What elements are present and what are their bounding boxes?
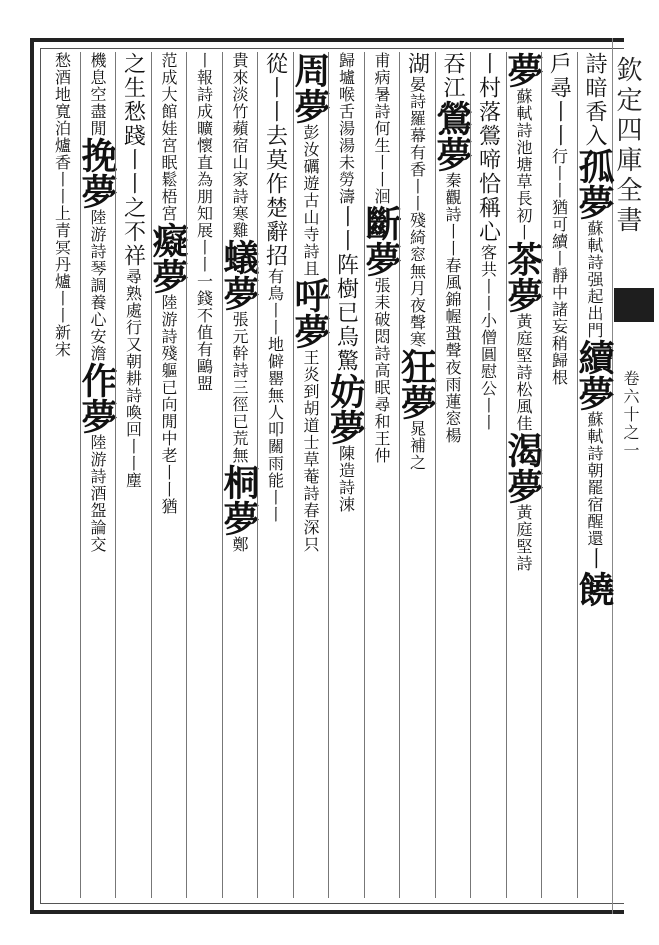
text-column — [573, 52, 615, 898]
entry-heading: 續夢 — [573, 339, 615, 411]
entry-heading: 挽夢 — [76, 137, 118, 209]
text-column — [218, 52, 260, 898]
annotation-text: 尋熟處行又朝耕詩喚回丨丨塵 — [123, 268, 143, 489]
entry-heading: 渴夢 — [502, 432, 544, 504]
annotation-text: 慰公丨丨 — [478, 363, 498, 431]
annotation-text: 蘇軾詩池塘草長初丨 — [514, 88, 533, 241]
text-column — [115, 52, 151, 898]
entry-heading: 桐夢 — [218, 464, 260, 536]
text-column — [431, 52, 473, 898]
entry-heading: 斷夢 — [360, 205, 402, 277]
annotation-text: 機息空盡閒 — [88, 52, 107, 137]
annotation-text: 行丨丨猶可續 — [549, 148, 569, 250]
entry-heading: 茶夢 — [502, 241, 544, 313]
annotation-text: 范成大館娃宮眠鬆梧宮 — [159, 52, 178, 222]
annotation-text: 黃庭堅詩松風佳 — [514, 313, 533, 432]
text-column — [76, 52, 118, 898]
text-column — [470, 52, 506, 898]
column-rule — [577, 52, 578, 898]
text-column — [395, 52, 438, 898]
annotation-text: 貴來淡竹蘋宿山家詩寒雞 — [230, 52, 249, 239]
fish-tail-mark — [614, 288, 654, 322]
column-rule — [364, 52, 365, 898]
column-rule — [257, 52, 258, 898]
entry-heading: 作夢 — [76, 362, 118, 434]
column-rule — [222, 52, 223, 898]
annotation-text: 愁酒地寬 — [52, 52, 72, 120]
annotation-text: 晁補之 — [407, 420, 427, 471]
entry-heading: 狂夢 — [395, 348, 438, 420]
annotation-text: 泊爐香丨丨上青冥 — [52, 120, 72, 256]
column-rule — [151, 52, 152, 898]
entry-heading: 癡夢 — [147, 222, 189, 294]
column-rule — [186, 52, 187, 898]
annotation-text: 陸游詩琴調養心安澹 — [88, 209, 107, 362]
text-column — [324, 52, 367, 898]
annotation-text: 蘇軾詩朝罷宿醒還 — [585, 411, 604, 547]
column-rule — [470, 52, 471, 898]
annotation-text: 蘇軾詩强起出門 — [585, 220, 604, 339]
annotation-text: 丨丨一錢不值有鷗盟 — [194, 239, 214, 392]
annotation-text: 陳造詩涑 — [336, 445, 356, 513]
body-text: 戶尋丨丨 — [546, 52, 572, 148]
body-text: 丨村落鶯啼恰稱心 — [475, 52, 501, 244]
body-text: 吞江 — [440, 52, 465, 100]
annotation-text: 丹爐丨丨新宋 — [52, 256, 72, 358]
body-text: 從丨丨去莫作楚辭招 — [262, 52, 288, 268]
column-rule — [435, 52, 436, 898]
annotation-text: 有鳥丨丨地僻罌無人叩關 — [265, 268, 285, 455]
volume-label: 卷六十之一 — [621, 370, 640, 460]
body-text: 之生愁踐丨丨之不祥 — [120, 52, 146, 268]
entry-heading: 饒 — [573, 571, 615, 607]
column-rule — [541, 52, 542, 898]
entry-heading: 夢 — [502, 52, 544, 88]
annotation-text: 鄭 — [230, 536, 249, 553]
body-text: 丨丨阵樹已烏驚 — [333, 205, 359, 373]
annotation-text: 陸游詩酒盌論交 — [88, 434, 107, 553]
entry-heading: 孤夢 — [573, 148, 615, 220]
text-column — [257, 52, 293, 898]
text-column — [44, 52, 80, 898]
entry-heading: 呼夢 — [289, 277, 331, 349]
column-rule — [293, 52, 294, 898]
annotation-text: 晏詩羅幕有香丨丨殘綺窓無月夜聲寒 — [407, 76, 427, 348]
annotation-text: 彭汝礪遊古山寺詩且 — [301, 124, 320, 277]
annotation-text: 秦觀詩丨丨春風錦幄蛩聲夜雨蓮窓楊 — [443, 172, 462, 444]
annotation-text: 丨報詩成曠懷直為朋知展 — [194, 52, 214, 239]
text-column — [289, 52, 331, 898]
annotation-text: 和王仲 — [372, 413, 391, 464]
text-column — [541, 52, 577, 898]
annotation-text: 黃庭堅詩 — [514, 504, 533, 572]
annotation-text: 歸壚喉舌湯湯未勞濤 — [336, 52, 356, 205]
column-rule — [328, 52, 329, 898]
column-rule — [80, 52, 81, 898]
annotation-text: 客共丨丨小僧圓 — [478, 244, 498, 363]
text-column — [147, 52, 189, 898]
annotation-text: 丨靜中諸妄稍歸根 — [549, 250, 569, 386]
annotation-text: 張元幹詩三徑已荒無 — [230, 311, 249, 464]
body-text: 丨 — [582, 547, 607, 571]
column-rule — [506, 52, 507, 898]
annotation-text: 陸游詩殘軀已向閒中老丨丨猶 — [159, 294, 178, 515]
entry-heading: 妨夢 — [324, 373, 367, 445]
entry-heading: 鶯夢 — [431, 100, 473, 172]
column-rule — [399, 52, 400, 898]
entry-heading: 蟻夢 — [218, 239, 260, 311]
book-title: 欽定四庫全書 — [612, 56, 642, 236]
annotation-text: 甫病暑詩何生丨丨洄 — [372, 52, 391, 205]
body-text: 詩暗香入 — [582, 52, 607, 148]
annotation-text: 張耒破悶詩高眠尋 — [372, 277, 391, 413]
entry-heading: 周夢 — [289, 52, 331, 124]
annotation-text: 王炎到胡道士草菴詩春深只 — [301, 349, 320, 553]
body-text: 湖 — [404, 52, 430, 76]
column-rule — [115, 52, 116, 898]
text-column — [360, 52, 402, 898]
text-column — [502, 52, 544, 898]
annotation-text: 雨能丨丨 — [265, 455, 285, 523]
text-column — [186, 52, 222, 898]
